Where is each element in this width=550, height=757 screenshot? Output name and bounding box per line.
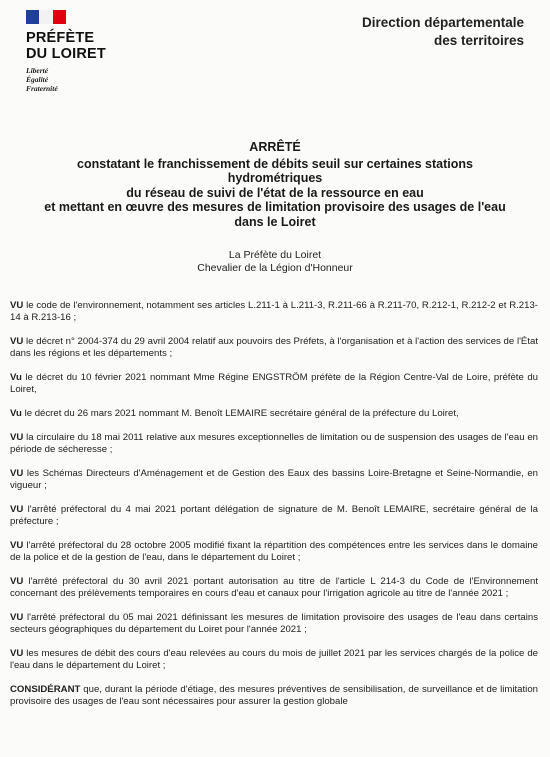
paragraph-keyword: VU: [10, 336, 24, 347]
paragraph-text: le décret du 10 février 2021 nommant Mme Régine ENGSTRÖM préfète de la Région Centre-Val de Loire, préfète du Loiret,: [10, 372, 538, 395]
paragraph-keyword: Vu: [10, 372, 22, 383]
paragraph-keyword: CONSIDÉRANT: [10, 684, 81, 695]
paragraph-keyword: VU: [10, 504, 24, 515]
paragraph-text: les Schémas Directeurs d'Aménagement et de Gestion des Eaux des bassins Loire-Bretagne et Seine-Normandie, en vigueur ;: [10, 468, 538, 491]
french-flag-icon: [26, 10, 66, 24]
motto-egalite: Égalité: [26, 75, 49, 84]
decree-title: [40, 140, 510, 229]
paragraph-text: l'arrêté préfectoral du 4 mai 2021 portant délégation de signature de M. Benoît LEMAIRE, secrétaire général de la préfecture ;: [10, 504, 538, 527]
considerant-paragraph: [10, 504, 538, 528]
paragraph-keyword: Vu: [10, 408, 22, 419]
prefecture-name-line1: PRÉFÈTE: [26, 30, 95, 46]
republic-motto: [26, 66, 146, 93]
title-line-3: et mettant en œuvre des mesures de limitation provisoire des usages de l'eau: [44, 200, 506, 214]
motto-liberte: Liberté: [26, 66, 49, 75]
paragraph-text: les mesures de débit des cours d'eau relevées au cours du mois de juillet 2021 par les services chargés de la police de l'eau dans le département du Loiret ;: [10, 648, 538, 671]
prefecture-name: [26, 30, 146, 62]
considerant-paragraph: [10, 336, 538, 360]
paragraph-text: que, durant la période d'étiage, des mesures préventives de sensibilisation, de surveillance et de limitation provisoire des usages de l'eau sont nécessaires pour assurer la gestion globale: [10, 684, 538, 707]
considerant-paragraph: [10, 432, 538, 456]
considerant-paragraph: [10, 576, 538, 600]
direction-line2: des territoires: [433, 33, 524, 48]
decree-label: ARRÊTÉ: [249, 140, 301, 154]
considerant-paragraph: [10, 468, 538, 492]
decree-body: [10, 300, 538, 720]
considerant-paragraph: [10, 372, 538, 396]
paragraph-text: le code de l'environnement, notamment ses articles L.211-1 à L.211-3, R.211-66 à R.211-70, R.212-1, R.212-2 et R.213-14 à R.213-16 ;: [10, 300, 538, 323]
signatory-title: La Préfète du Loiret: [228, 249, 322, 261]
paragraph-text: l'arrêté préfectoral du 30 avril 2021 portant autorisation au titre de l'article L 214-3 du Code de l'Environnement concernant des prélèvements temporaires en cours d'eau et canaux pour l'irrigation agricole au titre de l'année 2021 ;: [10, 576, 538, 599]
signatory-honour: Chevalier de la Légion d'Honneur: [197, 262, 353, 274]
issuing-department: [362, 14, 524, 50]
paragraph-text: l'arrêté préfectoral du 05 mai 2021 définissant les mesures de limitation provisoire des usages de l'eau dans certains secteurs géographiques du département du Loiret pour l'année 2021 ;: [10, 612, 538, 635]
paragraph-text: le décret du 26 mars 2021 nommant M. Benoît LEMAIRE secrétaire général de la préfecture du Loiret,: [21, 408, 459, 419]
considerant-paragraph: [10, 612, 538, 636]
considerant-paragraph: [10, 684, 538, 708]
paragraph-text: le décret n° 2004-374 du 29 avril 2004 relatif aux pouvoirs des Préfets, à l'organisation et à l'action des services de l'État dans les régions et les départements ;: [10, 336, 538, 359]
prefecture-logo: [26, 10, 146, 93]
paragraph-keyword: VU: [10, 648, 24, 659]
title-line-4: dans le Loiret: [234, 214, 316, 229]
paragraph-keyword: VU: [10, 612, 24, 623]
prefecture-name-line2: DU LOIRET: [26, 46, 106, 62]
paragraph-text: l'arrêté préfectoral du 28 octobre 2005 modifié fixant la répartition des compétences entre les services dans le domaine de la police et de la gestion de l'eau, dans le département du Loiret ;: [10, 540, 538, 563]
direction-line1: Direction départementale: [361, 15, 524, 30]
paragraph-keyword: VU: [10, 468, 24, 479]
considerant-paragraph: [10, 300, 538, 324]
title-line-1: constatant le franchissement de débits seuil sur certaines stations hydrométriques: [77, 156, 473, 185]
paragraph-keyword: VU: [10, 300, 24, 311]
signatory-block: [100, 249, 450, 275]
considerant-paragraph: [10, 648, 538, 672]
paragraph-keyword: VU: [10, 576, 24, 587]
considerant-paragraph: [10, 408, 538, 420]
paragraph-text: la circulaire du 18 mai 2011 relative aux mesures exceptionnelles de limitation ou de suspension des usages de l'eau en période de sécheresse ;: [10, 432, 538, 455]
paragraph-keyword: VU: [10, 432, 24, 443]
title-line-2: du réseau de suivi de l'état de la ressource en eau: [126, 185, 424, 200]
paragraph-keyword: VU: [10, 540, 24, 551]
motto-fraternite: Fraternité: [26, 84, 58, 93]
considerant-paragraph: [10, 540, 538, 564]
